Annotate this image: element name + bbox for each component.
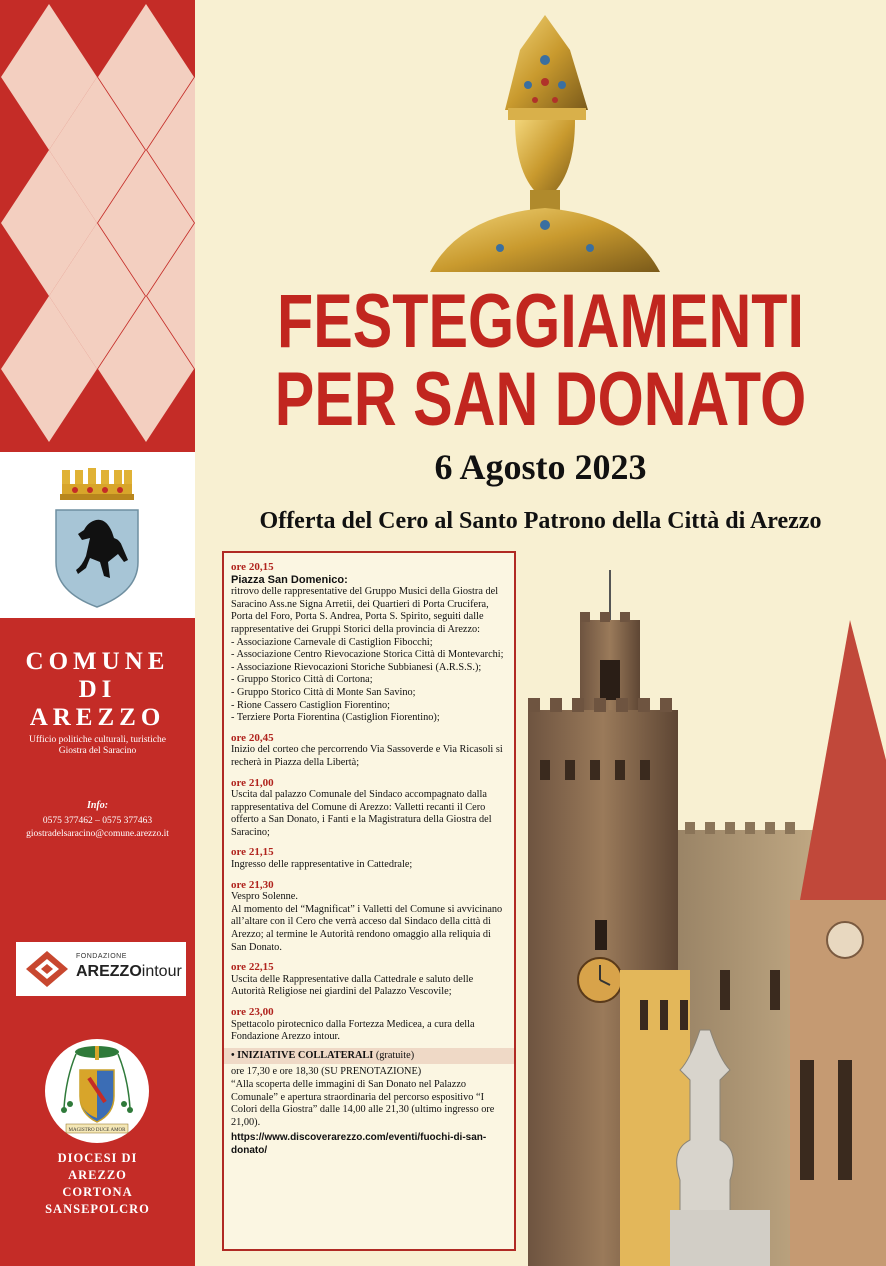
ufficio-text [0,735,195,757]
event-text: Al momento del “Magnificat” i Valletti del Comune si avvicinano all’altare con il Cero che verrà acceso dal Sindaco della città di Arezzo; al termine le Autorità rendono omaggio alla reliquia di San Donato. [231,903,503,953]
event-place: Piazza San Domenico: [231,573,348,586]
event-link[interactable]: https://www.discoverarezzo.com/eventi/fuochi-di-san-donato/ [231,1132,487,1156]
horse-shield-icon [56,510,138,607]
program-box [222,551,516,1251]
fondazione-logo[interactable] [16,942,186,996]
comune-crest [0,452,195,618]
harlequin-pattern [0,0,195,450]
event-text: Vespro Solenne. [231,891,298,903]
diocesi-line: SANSEPOLCRO [45,1202,150,1216]
fondazione-small: FONDAZIONE [76,953,127,960]
event-time: ore 21,00 [231,776,274,789]
program-event [231,961,508,999]
comune-name [0,648,195,732]
arezzo-piazza-image [500,560,886,1266]
info-label: Info: [86,800,109,811]
diocesi-emblem-icon [42,1038,152,1144]
event-time: ore 22,15 [231,961,274,974]
program-event [231,777,508,840]
event-text: Uscita delle Rappresentative dalla Cattedrale e saluto delle Autorità Religiose nei giardini del Palazzo Vescovile; [231,973,474,998]
list-item: - Associazione Centro Rievocazione Storica Città di Montevarchi; [231,649,508,662]
fondazione-name-light: intour [141,963,182,980]
emblem-motto: MAGISTRO DUCE AMOR [68,1128,126,1133]
ufficio-line: Ufficio politiche culturali, turistiche [28,735,166,745]
title-line-2: PER SAN DONATO [274,357,807,442]
fondazione-name-bold: AREZZO [76,963,142,980]
program-event [231,879,508,955]
diocesi-line: CORTONA [62,1185,133,1199]
crown-icon [0,452,195,618]
group-list [231,637,508,725]
san-donato-bust-image [420,10,665,285]
email-address[interactable]: giostradelsaracino@comune.arezzo.it [26,829,169,839]
list-item: - Associazione Rievocazioni Storiche Subbianesi (A.R.S.S.); [231,662,508,675]
collateral-time: ore 17,30 e ore 18,30 (SU PRENOTAZIONE) [231,1066,422,1078]
collateral-text: “Alla scoperta delle immagini di San Donato nel Palazzo Comunale” e apertura straordinaria del percorso espositivo “I Colori della Giostra” dalle 14,00 alle 21,30 (ultimo ingresso ore 21,00). [231,1078,495,1128]
event-time: ore 23,00 [231,1006,274,1018]
comune-line: AREZZO [29,704,166,731]
comune-line: COMUNE [25,648,170,675]
fondazione-name [76,963,182,981]
collateral-heading [224,1048,514,1065]
collateral-title: • INIZIATIVE COLLATERALI [231,1049,374,1061]
title-line-1: FESTEGGIAMENTI [277,279,804,364]
list-item: - Gruppo Storico Città di Cortona; [231,674,508,687]
contact-info [0,815,195,841]
event-subtitle: Offerta del Cero al Santo Patrono della Città di Arezzo [259,508,822,534]
list-item: - Rione Cassero Castiglion Fiorentino; [231,700,508,713]
program-event [231,732,508,770]
list-item: - Associazione Carnevale di Castiglion Fibocchi; [231,637,508,650]
diocesi-line: DIOCESI DI [57,1151,138,1165]
comune-line: DI [78,676,117,703]
event-text: Uscita dal palazzo Comunale del Sindaco accompagnato dalla rappresentativa del Comune di Arezzo: Valletti recanti il Cero offerto a San Donato, i Fanti e la Magistratura della Giostra del Saracino; [231,789,492,838]
program-event [231,1006,508,1044]
program-event [231,561,508,725]
event-text: ritrovo delle rappresentative del Gruppo Musici della Giostra del Saracino Ass.ne Signa Arretii, dei Quartieri di Porta Crucifera, Porta del Foro, Porta S. Andrea, Porta S. Spirito, seguiti dalle rappresentative dei Gruppi Storici della provincia di Arezzo: [231,586,499,635]
program-event [231,846,508,871]
event-text: Inizio del corteo che percorrendo Via Sassoverde e Via Ricasoli si recherà in Piazza della Libertà; [231,744,503,768]
list-item: - Terziere Porta Fiorentina (Castiglion Fiorentino); [231,712,508,725]
diocesi-name [0,1150,195,1218]
ufficio-line: Giostra del Saracino [58,746,137,756]
event-time: ore 20,45 [231,731,274,744]
list-item: - Gruppo Storico Città di Monte San Savino; [231,687,508,700]
diocesi-line: AREZZO [68,1168,127,1182]
fondazione-icon [24,949,70,989]
event-time: ore 21,30 [231,878,274,891]
event-text: Spettacolo pirotecnico dalla Fortezza Medicea, a cura della Fondazione Arezzo intour. [231,1018,475,1043]
event-time: ore 21,15 [231,846,274,859]
event-text: Ingresso delle rappresentative in Cattedrale; [231,859,413,871]
phone-numbers: 0575 377462 – 0575 377463 [42,816,153,826]
collateral-note: (gratuite) [373,1049,415,1061]
sidebar [0,0,195,1266]
event-time: ore 20,15 [231,561,274,573]
event-date: 6 Agosto 2023 [434,447,647,487]
